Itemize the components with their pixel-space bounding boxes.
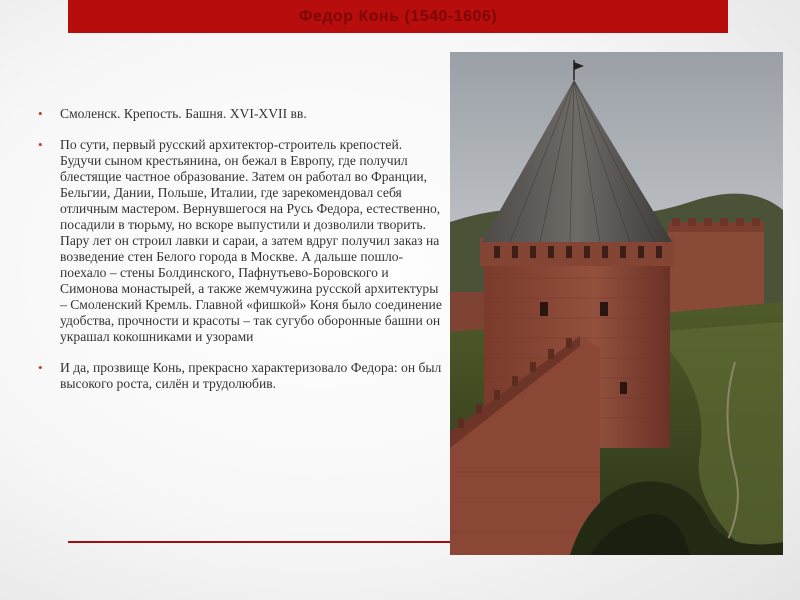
footer-divider bbox=[68, 541, 452, 543]
bullet-text: По сути, первый русский архитектор-строитель крепостей. Будучи сыном крестьянина, он бежал в Европу, где получил блестящие частное образование. Затем он работал во Франции, Бельгии, Дании, Польше, Италии, где зарекомендовал себя отличным мастером. Вернувшегося на Русь Федора, естественно, посадили в тюрьму, но вскоре выпустили и дозволили творить. Пару лет он строил лавки и сараи, а затем вдруг получил заказ на возведение стен Белого города в Москве. А дальше пошло-поехало – стены Болдинского, Пафнутьево-Боровского и Симонова монастырей, а также жемчужина русской архитектуры – Смоленский Кремль. Главной «фишкой» Коня было соединение удобства, прочности и красоты – так сугубо оборонные башни он украшал кокошниками и узорами bbox=[60, 137, 442, 344]
bullet-text: И да, прозвище Конь, прекрасно характеризовало Федора: он был высокого роста, силён и трудолюбив. bbox=[60, 360, 442, 391]
bullet-icon: • bbox=[38, 106, 43, 121]
bullet-text: Смоленск. Крепость. Башня. XVI-XVII вв. bbox=[60, 106, 307, 121]
bullet-item bbox=[38, 137, 442, 345]
bullet-item bbox=[38, 360, 442, 392]
slide-title: Федор Конь (1540-1606) bbox=[298, 7, 498, 25]
text-content bbox=[38, 106, 442, 407]
bullet-item bbox=[38, 106, 442, 122]
bullet-icon: • bbox=[38, 137, 43, 152]
title-bar bbox=[68, 0, 728, 33]
fortress-photo bbox=[450, 52, 783, 555]
bullet-icon: • bbox=[38, 360, 43, 375]
